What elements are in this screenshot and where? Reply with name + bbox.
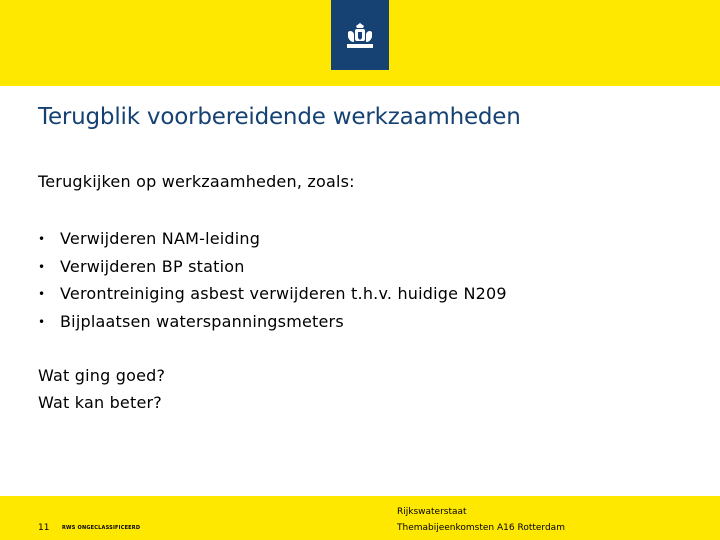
bullet-list — [38, 228, 507, 338]
list-item — [38, 228, 507, 256]
list-item — [38, 283, 507, 311]
footer-band — [0, 496, 720, 540]
bullet-icon: • — [38, 232, 46, 246]
question-better: Wat kan beter? — [38, 393, 162, 412]
intro-text: Terugkijken op werkzaamheden, zoals: — [38, 172, 355, 191]
bullet-text: Verontreiniging asbest verwijderen t.h.v. huidige N209 — [60, 284, 507, 303]
page-number: 11 — [38, 523, 50, 533]
slide-title: Terugblik voorbereidende werkzaamheden — [38, 104, 521, 130]
bullet-text: Bijplaatsen waterspanningsmeters — [60, 311, 344, 331]
bullet-icon: • — [38, 314, 46, 329]
bullet-icon: • — [38, 259, 46, 274]
list-item — [38, 256, 507, 284]
bullet-text: Verwijderen NAM-leiding — [60, 229, 261, 248]
classification-label: RWS ONGECLASSIFICEERD — [62, 525, 141, 531]
list-item — [38, 311, 507, 339]
questions — [38, 366, 165, 420]
coat-of-arms-icon — [342, 22, 378, 52]
bullet-text: Verwijderen BP station — [60, 256, 245, 276]
question-good: Wat ging goed? — [38, 366, 166, 385]
bullet-icon: • — [38, 287, 46, 301]
organisation-name: Rijkswaterstaat — [397, 507, 467, 517]
event-name: Themabijeenkomsten A16 Rotterdam — [397, 523, 565, 533]
logo — [331, 0, 389, 70]
